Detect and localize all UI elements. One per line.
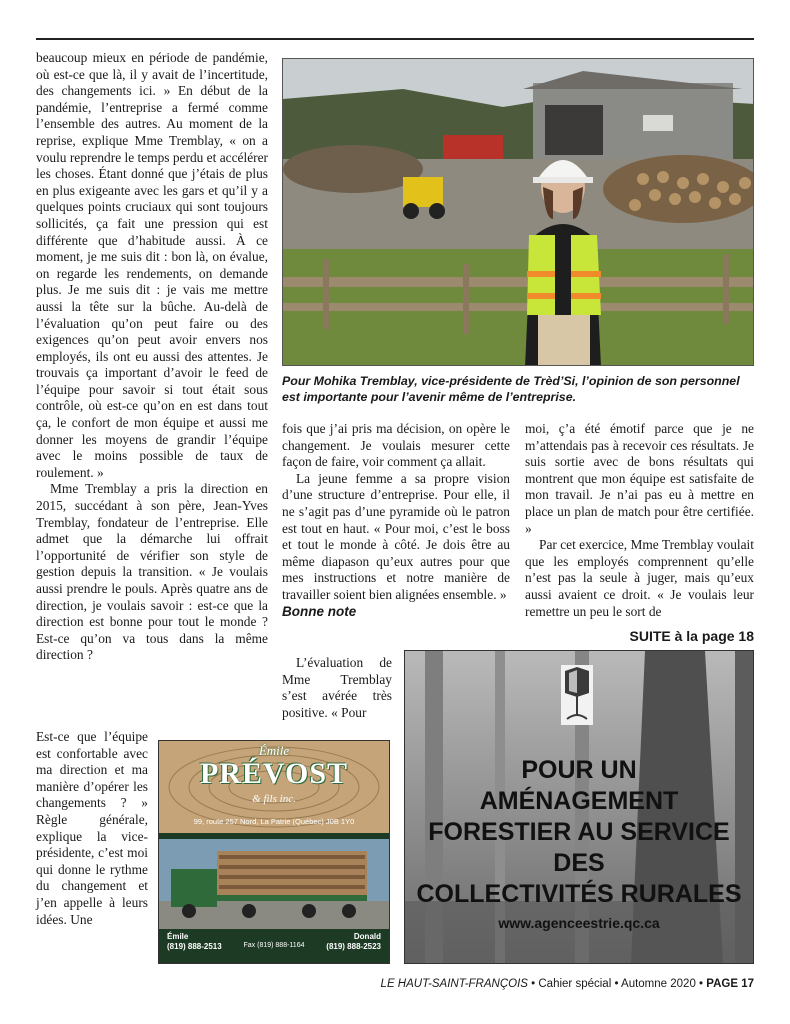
- ad-agence-line3: FORESTIER AU SERVICE DES: [428, 818, 730, 877]
- ad-prevost-fax: Fax (819) 888-1164: [243, 942, 305, 949]
- article-photo: [282, 58, 754, 366]
- article-paragraph: moi, ç’a été émotif parce que je ne m’attendais pas à recevoir ces résultats. Je suis sortie avec de bons résultats qui montrent que mon équipe est satisfaite de mon travail. Je n’ai pas eu à mettre en place un plan de match pour être certifiée. »: [525, 421, 754, 536]
- article-paragraph: Mme Tremblay a pris la direction en 2015, succédant à son père, Jean-Yves Tremblay, fondateur de l’entreprise. Elle admet que la démarche lui offrait l’opportunité de vérifier son style de gestion depuis la transition. « Je voulais aussi prendre le pouls. Après quatre ans de direction, je voulais savoir : est-ce que la direction est bonne pour tout le monde ? Est-ce qu’on va tous dans la même direction ?: [36, 481, 268, 663]
- article-paragraph: La jeune femme a sa propre vision d’une structure d’entreprise. Pour elle, il ne s’agit pas d’une pyramide où le patron est tout en haut. « Pour moi, c’est le boss et tout le monde à côté. Je dois être au même diapason qu’eux autres pour que mes instructions et notre manière de travailler soient bien alignées ensemble. »: [282, 470, 510, 602]
- ad-agence-url[interactable]: www.agenceestrie.qc.ca: [498, 915, 660, 931]
- footer-issue: • Cahier spécial • Automne 2020 •: [531, 978, 704, 990]
- ad-agence-line1: POUR UN: [521, 756, 637, 784]
- article-column-1: [36, 50, 268, 664]
- continuation-notice: SUITE à la page 18: [629, 628, 754, 644]
- footer-publication: LE HAUT-SAINT-FRANÇOIS: [380, 978, 528, 990]
- article-paragraph: beaucoup mieux en période de pandémie, où est-ce que là, il y avait de l’incertitude, des changements ici. » En début de la pandémie, l’entreprise a fermé comme l’ensemble des autres. Au moment de la reprise, explique Mme Tremblay, « on a voulu reprendre le temps perdu et accélérer les choses. Étant donné que j’étais de plus en plus exigeante avec les gars et qu’il y a quelques points cruciaux qui sont toujours sollicités, ça fait une pression qui est différente que d’habitude aussi. À ce moment, je me suis dit : bon là, on évalue, on regarde les rendements, on demande plus. Je me suis dit : je vais me mettre aussi la tête sur la bûche. Au-delà de l’évaluation qu’on peut faire ou des exigences qu’on peut avoir envers nos employés, ils ont eu aussi des attentes. Je trouvais ça important d’avoir le feed de l’équipe pour savoir si tout était sous contrôle, où est-ce qu’on en est dans tout ça, le confort de mon équipe et aussi me donner les moyens de grandir l’équipe avec le moins possible de taux de roulement. »: [36, 50, 268, 480]
- article-column-2-continued: [282, 655, 392, 721]
- agence-logo: [561, 665, 593, 725]
- article-column-1-continued: [36, 729, 148, 928]
- ad-prevost-contact-left-name: Émile: [167, 932, 189, 941]
- article-column-3: [525, 421, 754, 620]
- lumber-yard-photo: [283, 59, 754, 366]
- footer-page-number: PAGE 17: [706, 978, 754, 990]
- top-rule: [36, 38, 754, 40]
- page-footer: [381, 978, 754, 990]
- tree-logo-icon: [561, 665, 593, 725]
- ad-agence-line4: COLLECTIVITÉS RURALES: [416, 880, 742, 908]
- photo-caption: Pour Mohika Tremblay, vice-présidente de Trèd’Si, l’opinion de son personnel est importante pour l’avenir même de l’entreprise.: [282, 374, 740, 404]
- ad-prevost-address: 99, route 257 Nord, La Patrie (Québec) J0B 1Y0: [193, 817, 355, 826]
- ad-prevost-contact-right-phone: (819) 888-2523: [326, 942, 381, 951]
- ad-agence-estrie[interactable]: [404, 650, 754, 964]
- ad-prevost-contact-left-phone: (819) 888-2513: [167, 942, 222, 951]
- ad-prevost-contact-right-name: Donald: [353, 932, 381, 941]
- ad-prevost-suffix: & fils inc.: [252, 793, 296, 805]
- article-column-2: [282, 421, 510, 620]
- article-paragraph: fois que j’ai pris ma décision, on opère le changement. Je voulais mesurer cette façon de faire, voir comment ça allait.: [282, 421, 510, 470]
- article-paragraph: L’évaluation de Mme Tremblay s’est avérée très positive. « Pour: [282, 655, 392, 720]
- ad-emile-prevost[interactable]: [158, 740, 390, 964]
- article-paragraph: Par cet exercice, Mme Tremblay voulait que les employés comprennent qu’elle n’est pas la seule à juger, mais qu’eux aussi avaient ce droit. « Je voulais leur remettre un peu le sort de: [525, 537, 754, 619]
- section-heading: Bonne note: [282, 603, 357, 619]
- article-paragraph: Est-ce que l’équipe est confortable avec ma direction et ma manière d’opérer les changements ? » Règle générale, explique la vice-présidente, c’est moi qui donne le rythme du changement et j’en appelle à leurs idées. Une: [36, 729, 148, 927]
- ad-prevost-name-small: Émile: [258, 743, 290, 758]
- ad-prevost-name-big: PRÉVOST: [199, 757, 349, 790]
- ad-agence-line2: AMÉNAGEMENT: [479, 787, 679, 815]
